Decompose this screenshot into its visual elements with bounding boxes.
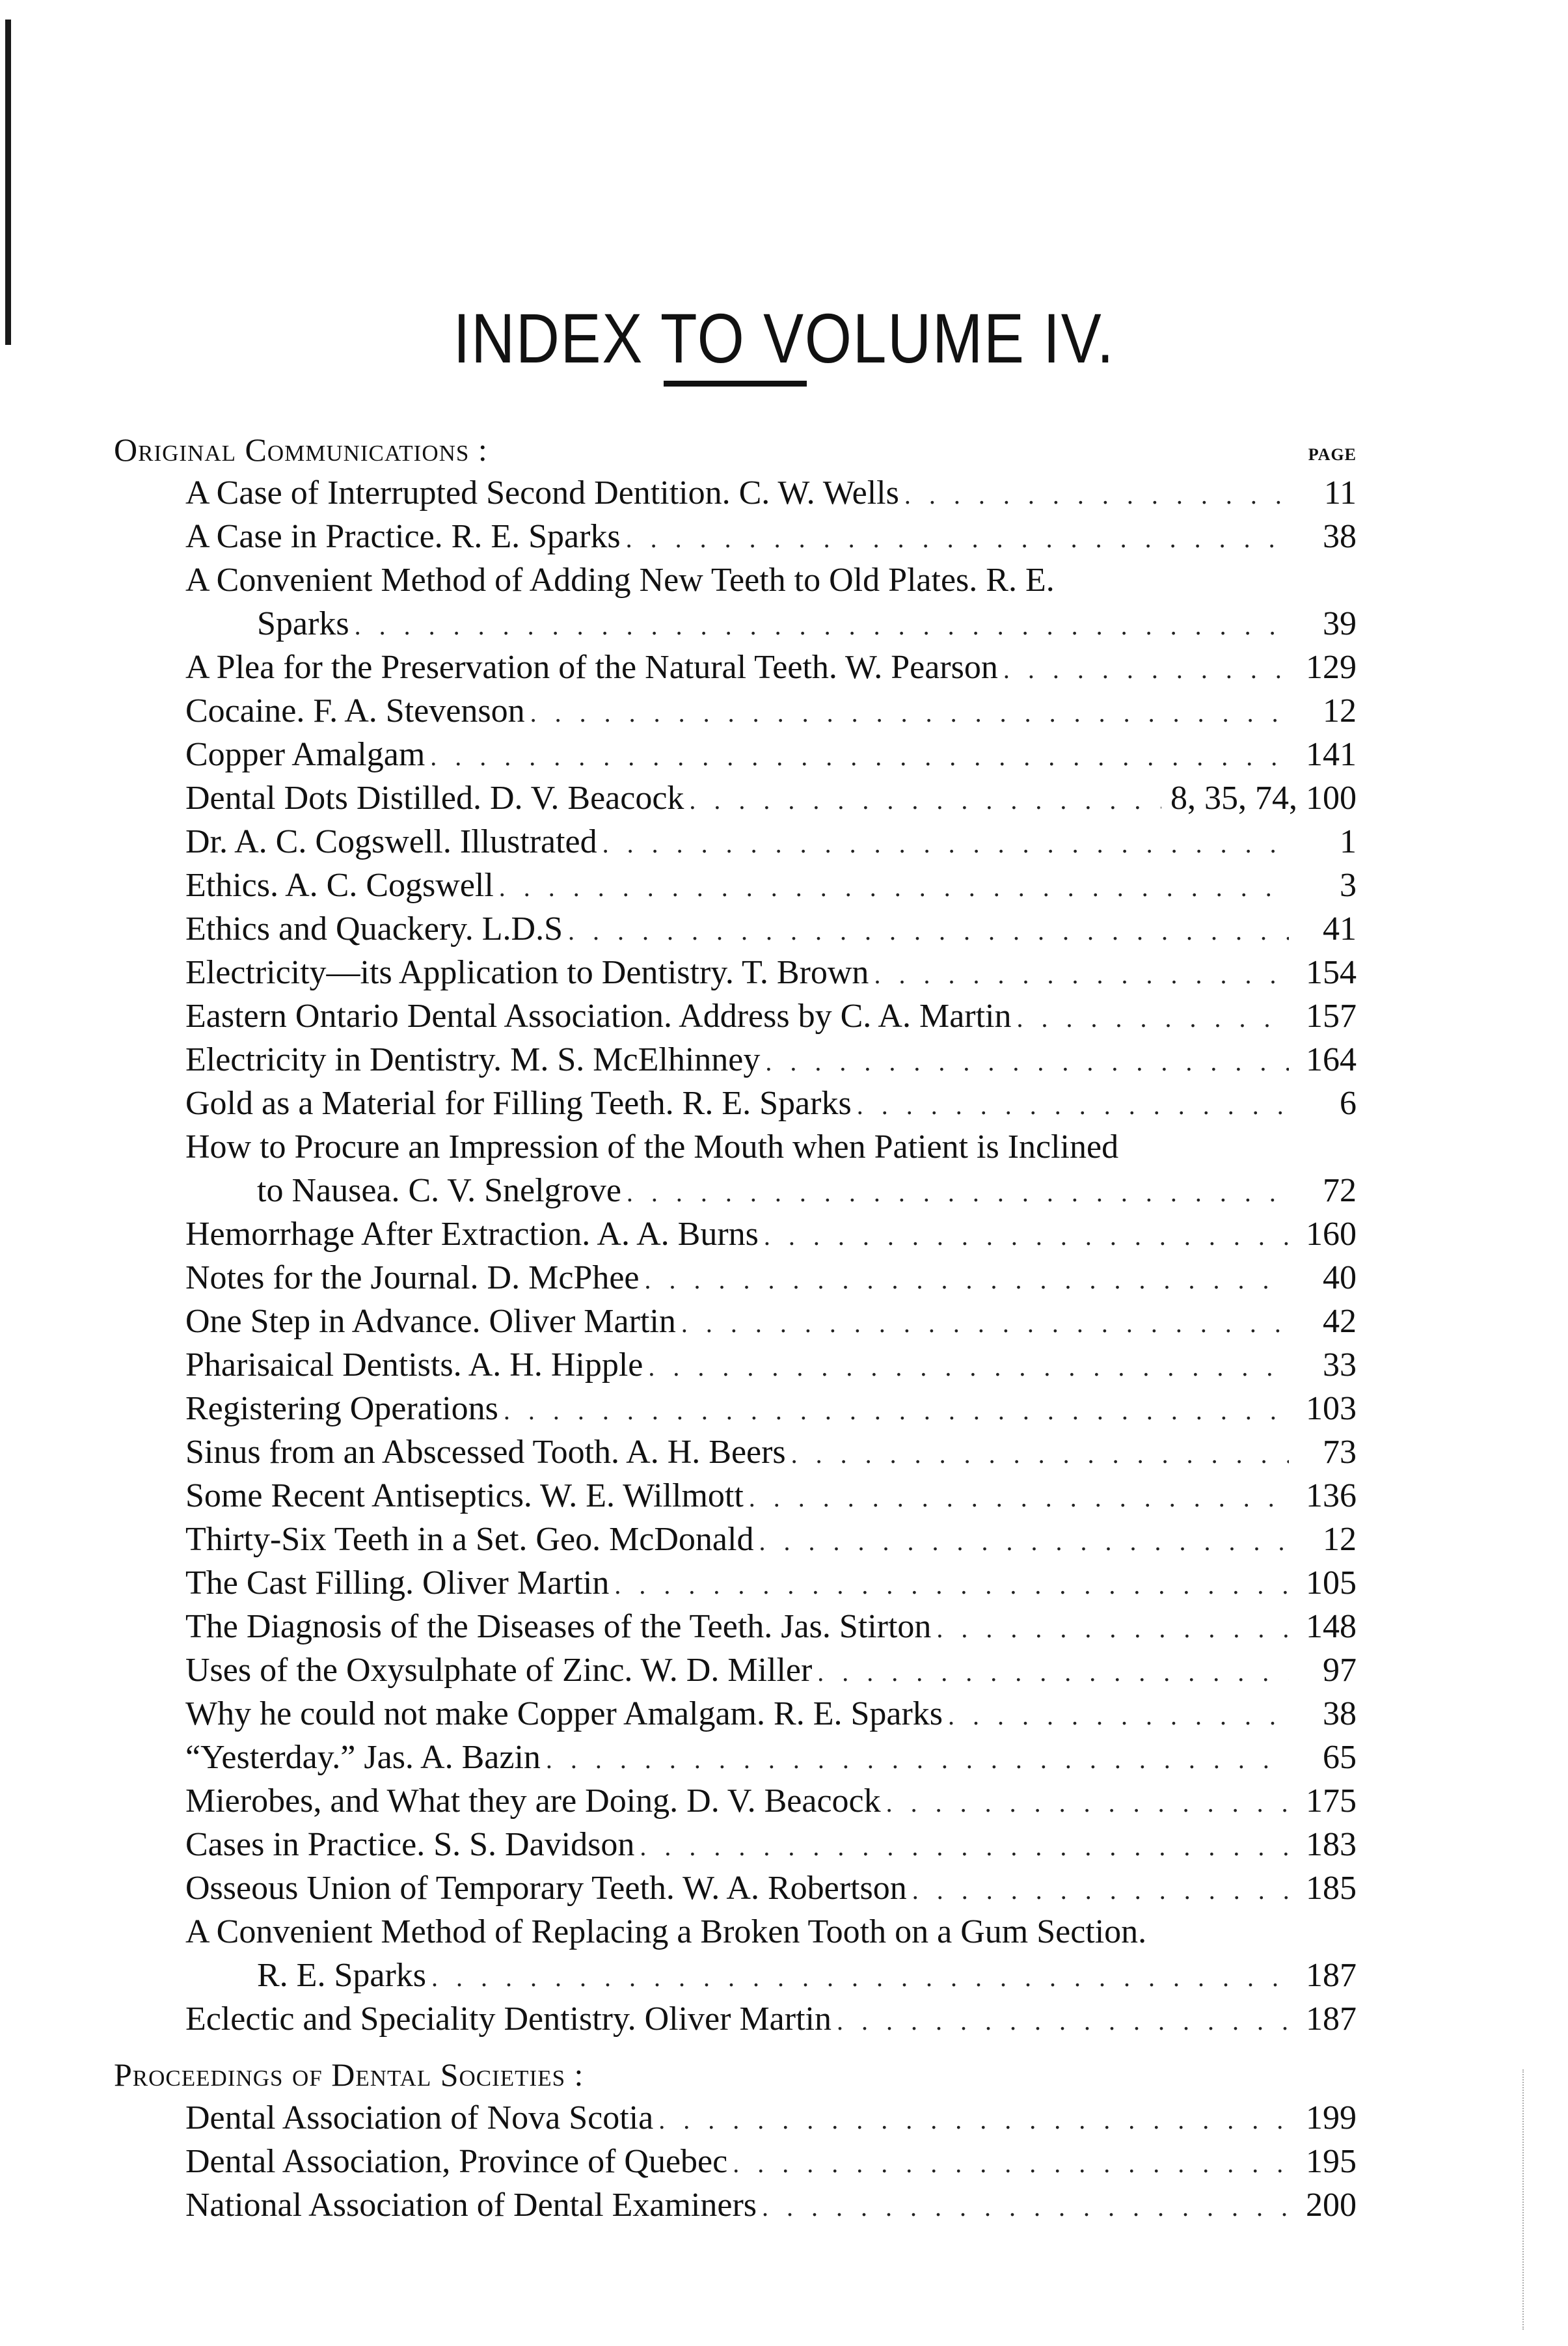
entry-page-number: 187	[1306, 2000, 1357, 2038]
entry-title: Dental Association, Province of Quebec	[185, 2143, 728, 2180]
entry-line	[185, 2140, 1357, 2183]
entry-line	[185, 1779, 1357, 1823]
entry-title: Sinus from an Abscessed Tooth. A. H. Beers	[185, 1434, 786, 1471]
title-rule	[664, 381, 807, 387]
entry-title: Electricity in Dentistry. M. S. McElhinney	[185, 1041, 761, 1078]
entry-page-number: 103	[1306, 1390, 1357, 1427]
index-entry	[114, 1605, 1357, 1648]
entry-page-number: 38	[1323, 1695, 1357, 1732]
entry-title: Sparks	[257, 605, 349, 642]
index-entry	[114, 864, 1357, 907]
dot-leader	[749, 1476, 1289, 1520]
dot-leader	[764, 1214, 1289, 1258]
dot-leader	[627, 1171, 1289, 1214]
entry-page-number: 183	[1306, 1826, 1357, 1863]
index-section	[114, 2053, 1357, 2227]
index-entry	[114, 1823, 1357, 1866]
dot-leader	[936, 1607, 1289, 1650]
index-entry	[114, 646, 1357, 689]
entry-line	[185, 1387, 1357, 1430]
entry-page-number: 8, 35, 74, 100	[1170, 780, 1357, 817]
section-heading-text: Original Communications :	[114, 431, 488, 468]
entry-line	[185, 907, 1357, 951]
entry-title: One Step in Advance. Oliver Martin	[185, 1303, 676, 1340]
entry-page-number: 136	[1306, 1477, 1357, 1514]
index-entry	[114, 471, 1357, 515]
dot-leader	[817, 1650, 1289, 1694]
entry-page-number: 41	[1323, 910, 1357, 948]
entry-page-number: 12	[1323, 692, 1357, 730]
dot-leader	[857, 1084, 1289, 1127]
dot-leader	[499, 866, 1289, 909]
dot-leader	[640, 1825, 1289, 1868]
index-entry	[114, 1343, 1357, 1387]
entry-title: Uses of the Oxysulphate of Zinc. W. D. Miller	[185, 1652, 813, 1689]
entry-page-number: 187	[1306, 1957, 1357, 1994]
dot-leader	[765, 1040, 1289, 1084]
entry-title: How to Procure an Impression of the Mouth when Patient is Inclined	[185, 1128, 1119, 1166]
index-entry	[114, 1474, 1357, 1518]
entry-page-number: 164	[1306, 1041, 1357, 1078]
section-heading-text: Proceedings of Dental Societies :	[114, 2056, 584, 2093]
entry-title: R. E. Sparks	[257, 1957, 426, 1994]
index-entry	[114, 1038, 1357, 1082]
entry-line	[185, 820, 1357, 864]
entry-page-number: 42	[1323, 1303, 1357, 1340]
entry-title: Copper Amalgam	[185, 736, 426, 773]
index-entry	[114, 776, 1357, 820]
dot-leader	[762, 2185, 1289, 2229]
entry-line	[185, 994, 1357, 1038]
index-entry	[114, 1561, 1357, 1605]
page-edge-marks	[1522, 2069, 1556, 2330]
entry-line	[185, 2183, 1357, 2227]
entry-page-number: 73	[1323, 1434, 1357, 1471]
page-edge-rule	[5, 20, 11, 345]
entry-line	[185, 1692, 1357, 1736]
dot-leader	[568, 909, 1289, 953]
entry-page-number: 12	[1323, 1521, 1357, 1558]
section-heading	[114, 2053, 1357, 2096]
entry-line	[185, 1866, 1357, 1910]
index-entry	[114, 1125, 1357, 1212]
entry-title: Eclectic and Speciality Dentistry. Oliver Martin	[185, 2000, 831, 2038]
section-heading	[114, 428, 1357, 471]
entry-title: Some Recent Antiseptics. W. E. Willmott	[185, 1477, 744, 1514]
entry-page-number: 160	[1306, 1216, 1357, 1253]
entry-line	[185, 864, 1357, 907]
entry-page-number: 72	[1323, 1172, 1357, 1209]
entry-line	[185, 776, 1357, 820]
entry-continuation-line	[185, 1954, 1357, 1997]
index-entry	[114, 689, 1357, 733]
entry-title: A Convenient Method of Adding New Teeth to Old Plates. R. E.	[185, 562, 1055, 599]
entry-page-number: 200	[1306, 2187, 1357, 2224]
entry-line	[185, 1474, 1357, 1518]
dot-leader	[681, 1302, 1289, 1345]
dot-leader	[614, 1563, 1289, 1607]
entry-page-number: 1	[1340, 823, 1357, 860]
page-column-label: PAGE	[1308, 445, 1357, 464]
entry-title: Ethics and Quackery. L.D.S	[185, 910, 563, 948]
index-entry	[114, 733, 1357, 776]
entry-page-number: 195	[1306, 2143, 1357, 2180]
dot-leader	[948, 1694, 1289, 1738]
index-entry	[114, 951, 1357, 994]
entry-title: A Case in Practice. R. E. Sparks	[185, 518, 621, 555]
dot-leader	[648, 1345, 1289, 1389]
entry-page-number: 40	[1323, 1259, 1357, 1296]
dot-leader	[504, 1389, 1289, 1432]
entry-title: Hemorrhage After Extraction. A. A. Burns	[185, 1216, 759, 1253]
index-entry	[114, 907, 1357, 951]
entry-title: Eastern Ontario Dental Association. Address by C. A. Martin	[185, 998, 1012, 1035]
entry-page-number: 3	[1340, 867, 1357, 904]
index-entry	[114, 820, 1357, 864]
dot-leader	[1016, 996, 1289, 1040]
entry-line	[185, 1082, 1357, 1125]
entry-line	[185, 471, 1357, 515]
entry-line	[185, 1212, 1357, 1256]
index-entry	[114, 1910, 1357, 1997]
index-entry	[114, 1692, 1357, 1736]
entry-title: Ethics. A. C. Cogswell	[185, 867, 494, 904]
entry-line	[185, 1256, 1357, 1300]
entry-line	[185, 1823, 1357, 1866]
entry-line	[185, 515, 1357, 558]
index-entry	[114, 1256, 1357, 1300]
entry-title: “Yesterday.” Jas. A. Bazin	[185, 1739, 541, 1776]
entry-title: Cocaine. F. A. Stevenson	[185, 692, 525, 730]
index-entry	[114, 515, 1357, 558]
index-entry	[114, 1779, 1357, 1823]
entry-line	[185, 558, 1357, 602]
dot-leader	[733, 2142, 1289, 2185]
entry-page-number: 199	[1306, 2099, 1357, 2136]
index-entry	[114, 1212, 1357, 1256]
entry-title: Why he could not make Copper Amalgam. R. E. Sparks	[185, 1695, 943, 1732]
entry-page-number: 38	[1323, 518, 1357, 555]
entry-title: National Association of Dental Examiners	[185, 2187, 757, 2224]
entry-page-number: 39	[1323, 605, 1357, 642]
entry-line	[185, 2096, 1357, 2140]
entry-line	[185, 1997, 1357, 2041]
entry-continuation-line	[185, 602, 1357, 646]
entry-title: Dental Dots Distilled. D. V. Beacock	[185, 780, 684, 817]
dot-leader	[626, 517, 1289, 560]
entry-line	[185, 1561, 1357, 1605]
entry-page-number: 185	[1306, 1870, 1357, 1907]
index-entry	[114, 1387, 1357, 1430]
dot-leader	[431, 1956, 1289, 1999]
entry-title: The Cast Filling. Oliver Martin	[185, 1564, 610, 1602]
entry-page-number: 141	[1306, 736, 1357, 773]
entry-title: Pharisaical Dentists. A. H. Hipple	[185, 1346, 643, 1384]
entry-title: A Case of Interrupted Second Dentition. C. W. Wells	[185, 474, 899, 511]
entry-line	[185, 1343, 1357, 1387]
index-entry	[114, 1736, 1357, 1779]
entry-page-number: 154	[1306, 954, 1357, 991]
entry-page-number: 65	[1323, 1739, 1357, 1776]
dot-leader	[602, 822, 1289, 866]
index-entry	[114, 1082, 1357, 1125]
dot-leader	[689, 778, 1161, 822]
dot-leader	[904, 473, 1289, 517]
dot-leader	[1003, 648, 1289, 691]
entry-line	[185, 1518, 1357, 1561]
index-entry	[114, 2140, 1357, 2183]
entry-title: A Convenient Method of Replacing a Broken Tooth on a Gum Section.	[185, 1913, 1147, 1950]
entry-title: Dr. A. C. Cogswell. Illustrated	[185, 823, 597, 860]
index-entry	[114, 2183, 1357, 2227]
entry-line	[185, 689, 1357, 733]
dot-leader	[759, 1520, 1289, 1563]
entry-title: Cases in Practice. S. S. Davidson	[185, 1826, 635, 1863]
entry-title: Gold as a Material for Filling Teeth. R. E. Sparks	[185, 1085, 852, 1122]
entry-line	[185, 1430, 1357, 1474]
entry-page-number: 148	[1306, 1608, 1357, 1645]
entry-page-number: 97	[1323, 1652, 1357, 1689]
entry-line	[185, 1125, 1357, 1169]
dot-leader	[645, 1258, 1289, 1302]
dot-leader	[546, 1738, 1289, 1781]
entry-title: Electricity—its Application to Dentistry. T. Brown	[185, 954, 869, 991]
entry-continuation-line	[185, 1169, 1357, 1212]
entry-title: Dental Association of Nova Scotia	[185, 2099, 654, 2136]
index-entry	[114, 1430, 1357, 1474]
entry-title: Registering Operations	[185, 1390, 498, 1427]
index-entry	[114, 1866, 1357, 1910]
entry-page-number: 6	[1340, 1085, 1357, 1122]
entry-title: Notes for the Journal. D. McPhee	[185, 1259, 640, 1296]
entry-line	[185, 646, 1357, 689]
index-entry	[114, 1997, 1357, 2041]
dot-leader	[530, 691, 1289, 735]
entry-line	[185, 1300, 1357, 1343]
entry-page-number: 157	[1306, 998, 1357, 1035]
page-title: INDEX TO VOLUME IV.	[453, 299, 1115, 378]
dot-leader	[874, 953, 1289, 996]
entry-title: A Plea for the Preservation of the Natural Teeth. W. Pearson	[185, 649, 998, 686]
dot-leader	[430, 735, 1289, 778]
entry-title: Mierobes, and What they are Doing. D. V. Beacock	[185, 1782, 881, 1820]
index-entry	[114, 1648, 1357, 1692]
entry-title: The Diagnosis of the Diseases of the Teeth. Jas. Stirton	[185, 1608, 932, 1645]
entry-line	[185, 733, 1357, 776]
entry-line	[185, 1910, 1357, 1954]
entry-page-number: 33	[1323, 1346, 1357, 1384]
entry-line	[185, 1736, 1357, 1779]
entry-line	[185, 1038, 1357, 1082]
index-entry	[114, 1518, 1357, 1561]
index-entry	[114, 994, 1357, 1038]
entry-line	[185, 1605, 1357, 1648]
entry-page-number: 175	[1306, 1782, 1357, 1820]
dot-leader	[912, 1868, 1289, 1912]
entry-page-number: 129	[1306, 649, 1357, 686]
index-entry	[114, 1300, 1357, 1343]
dot-leader	[837, 1999, 1289, 2043]
entry-title: to Nausea. C. V. Snelgrove	[257, 1172, 621, 1209]
entry-page-number: 105	[1306, 1564, 1357, 1602]
entry-title: Osseous Union of Temporary Teeth. W. A. Robertson	[185, 1870, 907, 1907]
entry-line	[185, 1648, 1357, 1692]
index-entry	[114, 2096, 1357, 2140]
dot-leader	[791, 1432, 1289, 1476]
dot-leader	[658, 2098, 1289, 2142]
entry-page-number: 11	[1323, 474, 1357, 511]
entry-title: Thirty-Six Teeth in a Set. Geo. McDonald	[185, 1521, 754, 1558]
index-entry	[114, 558, 1357, 646]
dot-leader	[355, 604, 1289, 648]
entry-line	[185, 951, 1357, 994]
dot-leader	[886, 1781, 1289, 1825]
index-section	[114, 428, 1357, 2041]
